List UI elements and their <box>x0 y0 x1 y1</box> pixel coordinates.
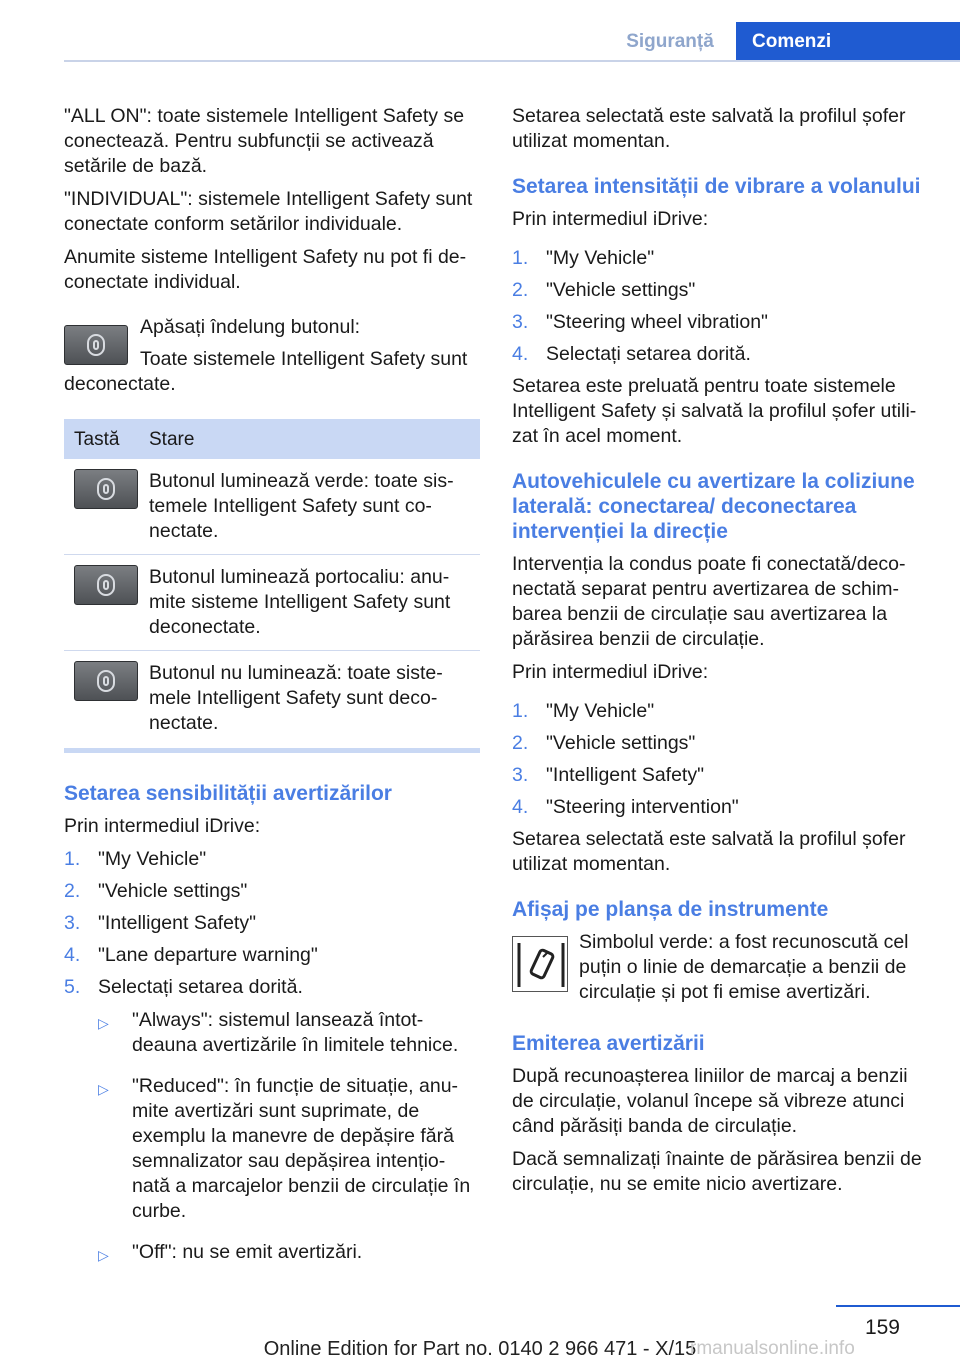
cannot-disconnect-paragraph: Anumite sisteme Intelligent Safety nu pot fi de-conectate individual. <box>64 246 467 293</box>
warning-heading: Emiterea avertizării <box>512 1032 705 1055</box>
table-header-state: Stare <box>139 419 480 459</box>
watermark: rmanualsonline.info <box>690 1338 855 1359</box>
header-tab-commands: Comenzi <box>736 22 960 62</box>
display-text: Simbolul verde: a fost recunoscută cel puțin o linie de demarcație a benzii de circulație și pot fi emise avertizări. <box>579 931 909 1003</box>
saved-paragraph: Setarea selectată este salvată la profilul șofer utilizat momentan. <box>512 105 906 152</box>
display-block <box>512 930 928 1005</box>
triangle-bullet-icon: ▷ <box>98 1015 109 1031</box>
sensitivity-heading: Setarea sensibilității avertizărilor <box>64 782 392 805</box>
sensitivity-steps <box>64 847 480 1273</box>
button-off-icon <box>74 661 138 701</box>
long-press-result: Toate sistemele Intelligent Safety sunt <box>140 348 468 370</box>
table-cell-state: Butonul luminează portocaliu: anu-mite sisteme Intelligent Safety sunt deconectate. <box>139 555 480 651</box>
warning-paragraph-2: Dacă semnalizați înainte de părăsirea benzii de circulație, nu se emite nicio avertizare. <box>512 1148 922 1195</box>
table-row <box>64 555 480 651</box>
sensitivity-intro: Prin intermediul iDrive: <box>64 815 261 837</box>
right-column <box>512 104 928 1205</box>
list-item: 3. "Intelligent Safety" <box>512 764 705 786</box>
vibration-after: Setarea este preluată pentru toate sistemele Intelligent Safety și salvată la profilul șofer utili-zat în acel moment. <box>512 375 917 447</box>
vibration-intro: Prin intermediul iDrive: <box>512 208 709 230</box>
table-header-key: Tastă <box>64 419 139 459</box>
triangle-bullet-icon: ▷ <box>98 1081 109 1097</box>
header-tab-safety: Siguranță <box>626 31 714 52</box>
page-number: 159 <box>864 1316 900 1339</box>
long-press-result-end: deconectate. <box>64 373 176 395</box>
all-on-paragraph: "ALL ON": toate sistemele Intelligent Safety se conectează. Pentru subfuncții se activează setările de bază. <box>64 105 465 177</box>
lateral-steps <box>512 699 928 820</box>
header-divider <box>64 60 960 62</box>
table-cell-state: Butonul nu luminează: toate siste-mele Intelligent Safety sunt deco-nectate. <box>139 651 480 751</box>
list-item: 2. "Vehicle settings" <box>512 279 696 301</box>
button-orange-icon <box>74 565 138 605</box>
lane-departure-icon <box>512 936 568 992</box>
long-press-instruction: Apăsați îndelung butonul: <box>140 316 361 338</box>
lateral-heading: Autovehiculele cu avertizare la coliziune laterală: conectarea/ deconectarea intervenției la direcție <box>512 470 915 543</box>
edition-footer: Online Edition for Part no. 0140 2 966 471 - X/15 <box>263 1338 697 1360</box>
list-item: 2. "Vehicle settings" <box>512 732 696 754</box>
button-state-table <box>64 419 480 753</box>
vibration-steps <box>512 246 928 367</box>
table-cell-state: Butonul luminează verde: toate sis-temele Intelligent Safety sunt co-nectate. <box>139 459 480 555</box>
list-item: 1. "My Vehicle" <box>64 848 207 870</box>
list-item: ▷ "Reduced": în funcție de situație, anu-mite avertizări sunt suprimate, de exemplu la manevre de depășire fără semnalizator sau depășirea intențio-nată a marcajelor benzii de circulație în curbe. <box>98 1075 471 1222</box>
list-item: ▷ "Off": nu se emit avertizări. <box>98 1240 480 1273</box>
vibration-heading: Setarea intensității de vibrare a volanului <box>512 175 921 198</box>
individual-paragraph: "INDIVIDUAL": sistemele Intelligent Safety sunt conectate conform setărilor individuale. <box>64 188 473 235</box>
warning-paragraph-1: După recunoașterea liniilor de marcaj a benzii de circulație, volanul începe să vibreze atunci când părăsiți banda de circulație. <box>512 1065 908 1137</box>
button-green-icon <box>74 469 138 509</box>
list-item: 2. "Vehicle settings" <box>64 880 248 902</box>
list-item: 3. "Intelligent Safety" <box>64 912 257 934</box>
list-item: 4. Selectați setarea dorită. <box>512 343 751 365</box>
table-row <box>64 459 480 555</box>
lateral-intro: Prin intermediul iDrive: <box>512 661 709 683</box>
long-press-block <box>64 315 480 397</box>
lateral-after: Setarea selectată este salvată la profilul șofer utilizat momentan. <box>512 828 906 875</box>
table-row <box>64 651 480 751</box>
list-item: 1. "My Vehicle" <box>512 247 655 269</box>
triangle-bullet-icon: ▷ <box>98 1247 109 1263</box>
list-item: 3. "Steering wheel vibration" <box>512 311 768 333</box>
list-item: 5. Selectați setarea dorită. ▷ "Always": sistemul lansează întot-deauna avertizările în limitele tehnice. ▷ "Reduced": în funcție de situație, anu-mite avertizări sunt suprimate, de exemplu la manevre de depășire fără semnalizator sau depășirea intențio-nată a marcajelor benzii de circulație în curbe. ▷ "Off": nu se emit avertizări. <box>64 975 480 1273</box>
list-item: 1. "My Vehicle" <box>512 700 655 722</box>
left-column <box>64 104 480 1281</box>
lateral-paragraph: Intervenția la condus poate fi conectată/deco-nectată separat pentru avertizarea de schim-barea benzii de circulație sau avertizarea la părăsirea benzii de circulație. <box>512 553 906 650</box>
sensitivity-options <box>98 1008 480 1273</box>
list-item: ▷ "Always": sistemul lansează întot-deauna avertizările în limitele tehnice. <box>98 1009 459 1056</box>
intelligent-safety-button-icon <box>64 325 128 365</box>
list-item: 4. "Lane departure warning" <box>64 944 318 966</box>
display-heading: Afișaj pe planșa de instrumente <box>512 898 829 921</box>
list-item: 4. "Steering intervention" <box>512 796 739 818</box>
footer-divider <box>836 1305 960 1307</box>
